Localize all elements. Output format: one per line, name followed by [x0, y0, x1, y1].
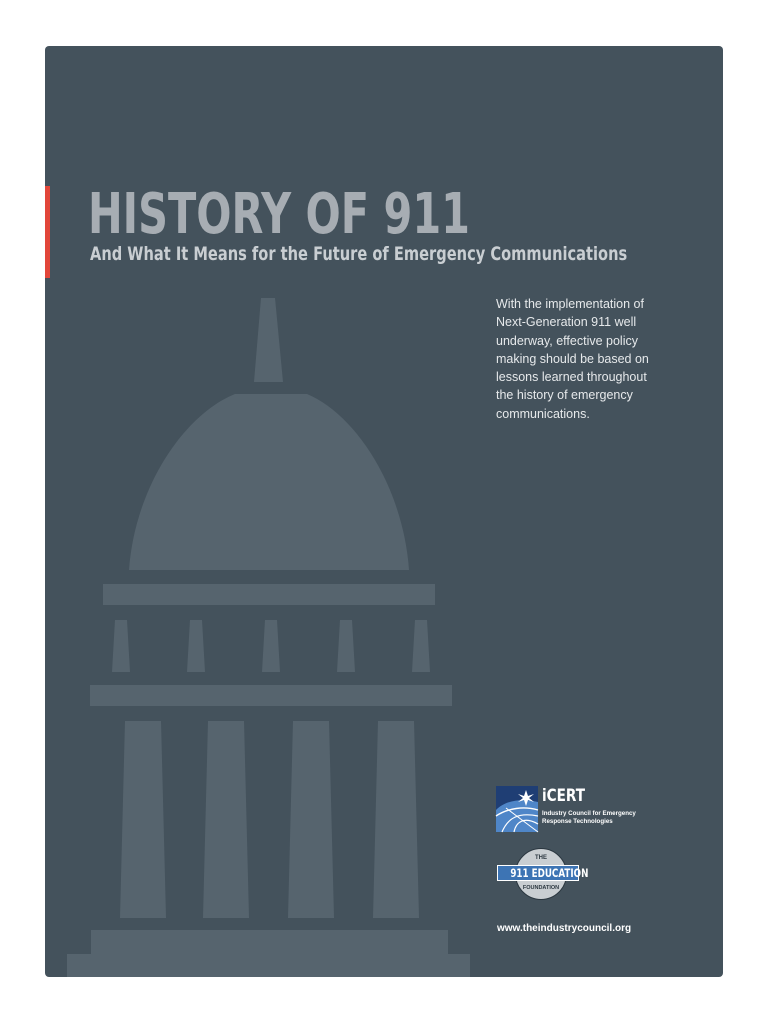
cover-page: [45, 46, 723, 977]
badge-top-text: THE: [535, 855, 547, 861]
intro-line: communications.: [496, 406, 590, 421]
intro-line: lessons learned throughout: [496, 370, 647, 385]
icert-logo: [496, 786, 636, 834]
document-title: HISTORY OF 911: [88, 182, 470, 247]
intro-line: underway, effective policy: [496, 333, 638, 348]
website-link[interactable]: www.theindustrycouncil.org: [497, 923, 632, 934]
capitol-lower-cornice: [90, 685, 452, 706]
capitol-base-lower: [67, 954, 470, 977]
intro-line: making should be based on: [496, 351, 649, 366]
document-subtitle: And What It Means for the Future of Emergency Communications: [90, 243, 628, 265]
911-education-foundation-logo: [496, 848, 589, 904]
icert-name: iCERT: [542, 786, 586, 806]
badge-bottom-text: FOUNDATION: [522, 885, 560, 891]
intro-line: With the implementation of: [496, 297, 644, 311]
globe-icon: [496, 786, 538, 832]
intro-line: the history of emergency: [496, 388, 633, 403]
icert-tagline-line: Response Technologies: [542, 818, 613, 825]
intro-line: Next-Generation 911 well: [496, 315, 637, 330]
capitol-upper-cornice: [103, 584, 435, 605]
icert-tagline: [542, 810, 652, 826]
badge-band: [497, 865, 589, 881]
accent-bar: [45, 186, 50, 278]
capitol-dome: [129, 394, 409, 570]
capitol-spire: [254, 298, 283, 382]
icert-tagline-line: Industry Council for Emergency: [542, 810, 636, 817]
badge-name: 911 EDUCATION: [510, 866, 589, 880]
intro-text: [496, 295, 674, 423]
capitol-base-upper: [91, 930, 448, 954]
